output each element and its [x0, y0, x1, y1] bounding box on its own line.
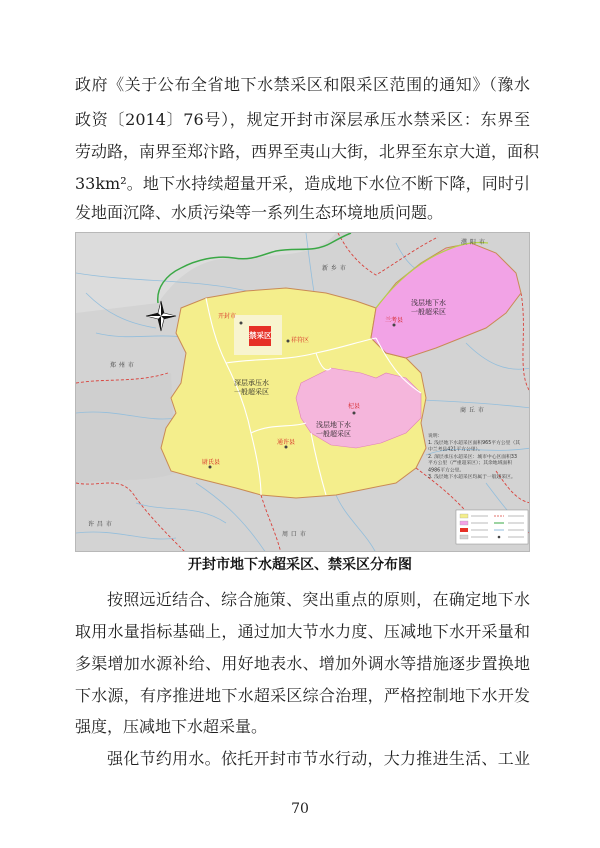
map-note-item: 1. 浅层地下水超采区面积965平方公里（其中兰考县421平方公里）。	[428, 439, 521, 453]
label-kaifeng-city: 开封市	[218, 313, 237, 320]
map-graphic	[76, 233, 530, 552]
label-xiangfu-district: 祥符区	[291, 337, 310, 344]
label-xuchang-city: 许 昌 市	[88, 521, 113, 528]
label-deep-confined-zone	[234, 379, 269, 397]
label-shangqiu-city: 商 丘 市	[460, 407, 485, 414]
page-number: 70	[291, 801, 309, 817]
paragraph-line: 下水源，有序推进地下水超采区综合治理，严格控制地下水开发	[75, 686, 530, 705]
zone-label-line: 深层承压水	[234, 379, 269, 387]
label-northeast-shallow-zone	[411, 299, 446, 317]
paragraph-line: 劳动路，南界至郑汴路，西界至夷山大街，北界至东京大道，面积	[75, 142, 540, 161]
zone-label-line: 一般超采区	[234, 388, 269, 396]
zone-label-line: 浅层地下水	[316, 421, 351, 429]
paragraph-line: 33km²。地下水持续超量开采，造成地下水位不断下降，同时引	[75, 174, 530, 193]
paragraph-line: 政资〔2014〕76号），规定开封市深层承压水禁采区：东界至	[75, 110, 530, 129]
label-qi-county: 杞县	[348, 403, 361, 410]
label-weishi-county: 尉氏县	[202, 459, 221, 466]
zone-label-line: 一般超采区	[316, 430, 351, 438]
label-zhengzhou-city: 郑 州 市	[110, 362, 135, 369]
label-xinxiang-city: 新 乡 市	[322, 265, 347, 272]
paragraph-line: 强度，压减地下水超采量。	[75, 717, 268, 736]
label-zhoukou-city: 周 口 市	[282, 531, 307, 538]
paragraph-line: 取用水量指标基础上，通过加大节水力度、压减地下水开采量和	[75, 622, 530, 641]
map-notes-heading: 说明：	[428, 433, 443, 439]
paragraph-line: 强化节约用水。依托开封市节水行动，大力推进生活、工业	[107, 749, 530, 768]
map-note-item: 3. 浅层地下水超采区均属于一般超采区。	[428, 473, 516, 480]
label-lankao-county: 兰考县	[385, 317, 404, 324]
zhengzhou-area	[76, 373, 176, 483]
zone-label-line: 浅层地下水	[411, 299, 446, 307]
paragraph-line: 政府《关于公布全省地下水禁采区和限采区范围的通知》（豫水	[75, 75, 530, 94]
label-forbidden-zone: 禁采区	[249, 331, 272, 340]
label-tongxu-county: 通许县	[277, 439, 296, 446]
map-note-item: 2. 深层承压水超采区：城市中心区面积33平方公里（严重超采区）；其余地域面积4986平方公里。	[428, 453, 518, 473]
map-notes	[428, 433, 521, 481]
label-central-shallow-zone	[316, 421, 351, 439]
paragraph-line: 发地面沉降、水质污染等一系列生态环境地质问题。	[75, 203, 444, 222]
paragraph-line: 按照远近结合、综合施策、突出重点的原则，在确定地下水	[107, 590, 530, 609]
paragraph-line: 多渠增加水源补给、用好地表水、增加外调水等措施逐步置换地	[75, 654, 530, 673]
zone-label-line: 一般超采区	[411, 308, 446, 316]
label-puyang-city: 濮 阳 市	[461, 239, 486, 246]
groundwater-zone-map	[75, 232, 530, 552]
figure-caption: 开封市地下水超采区、禁采区分布图	[188, 557, 412, 573]
map-legend-box	[456, 510, 528, 544]
